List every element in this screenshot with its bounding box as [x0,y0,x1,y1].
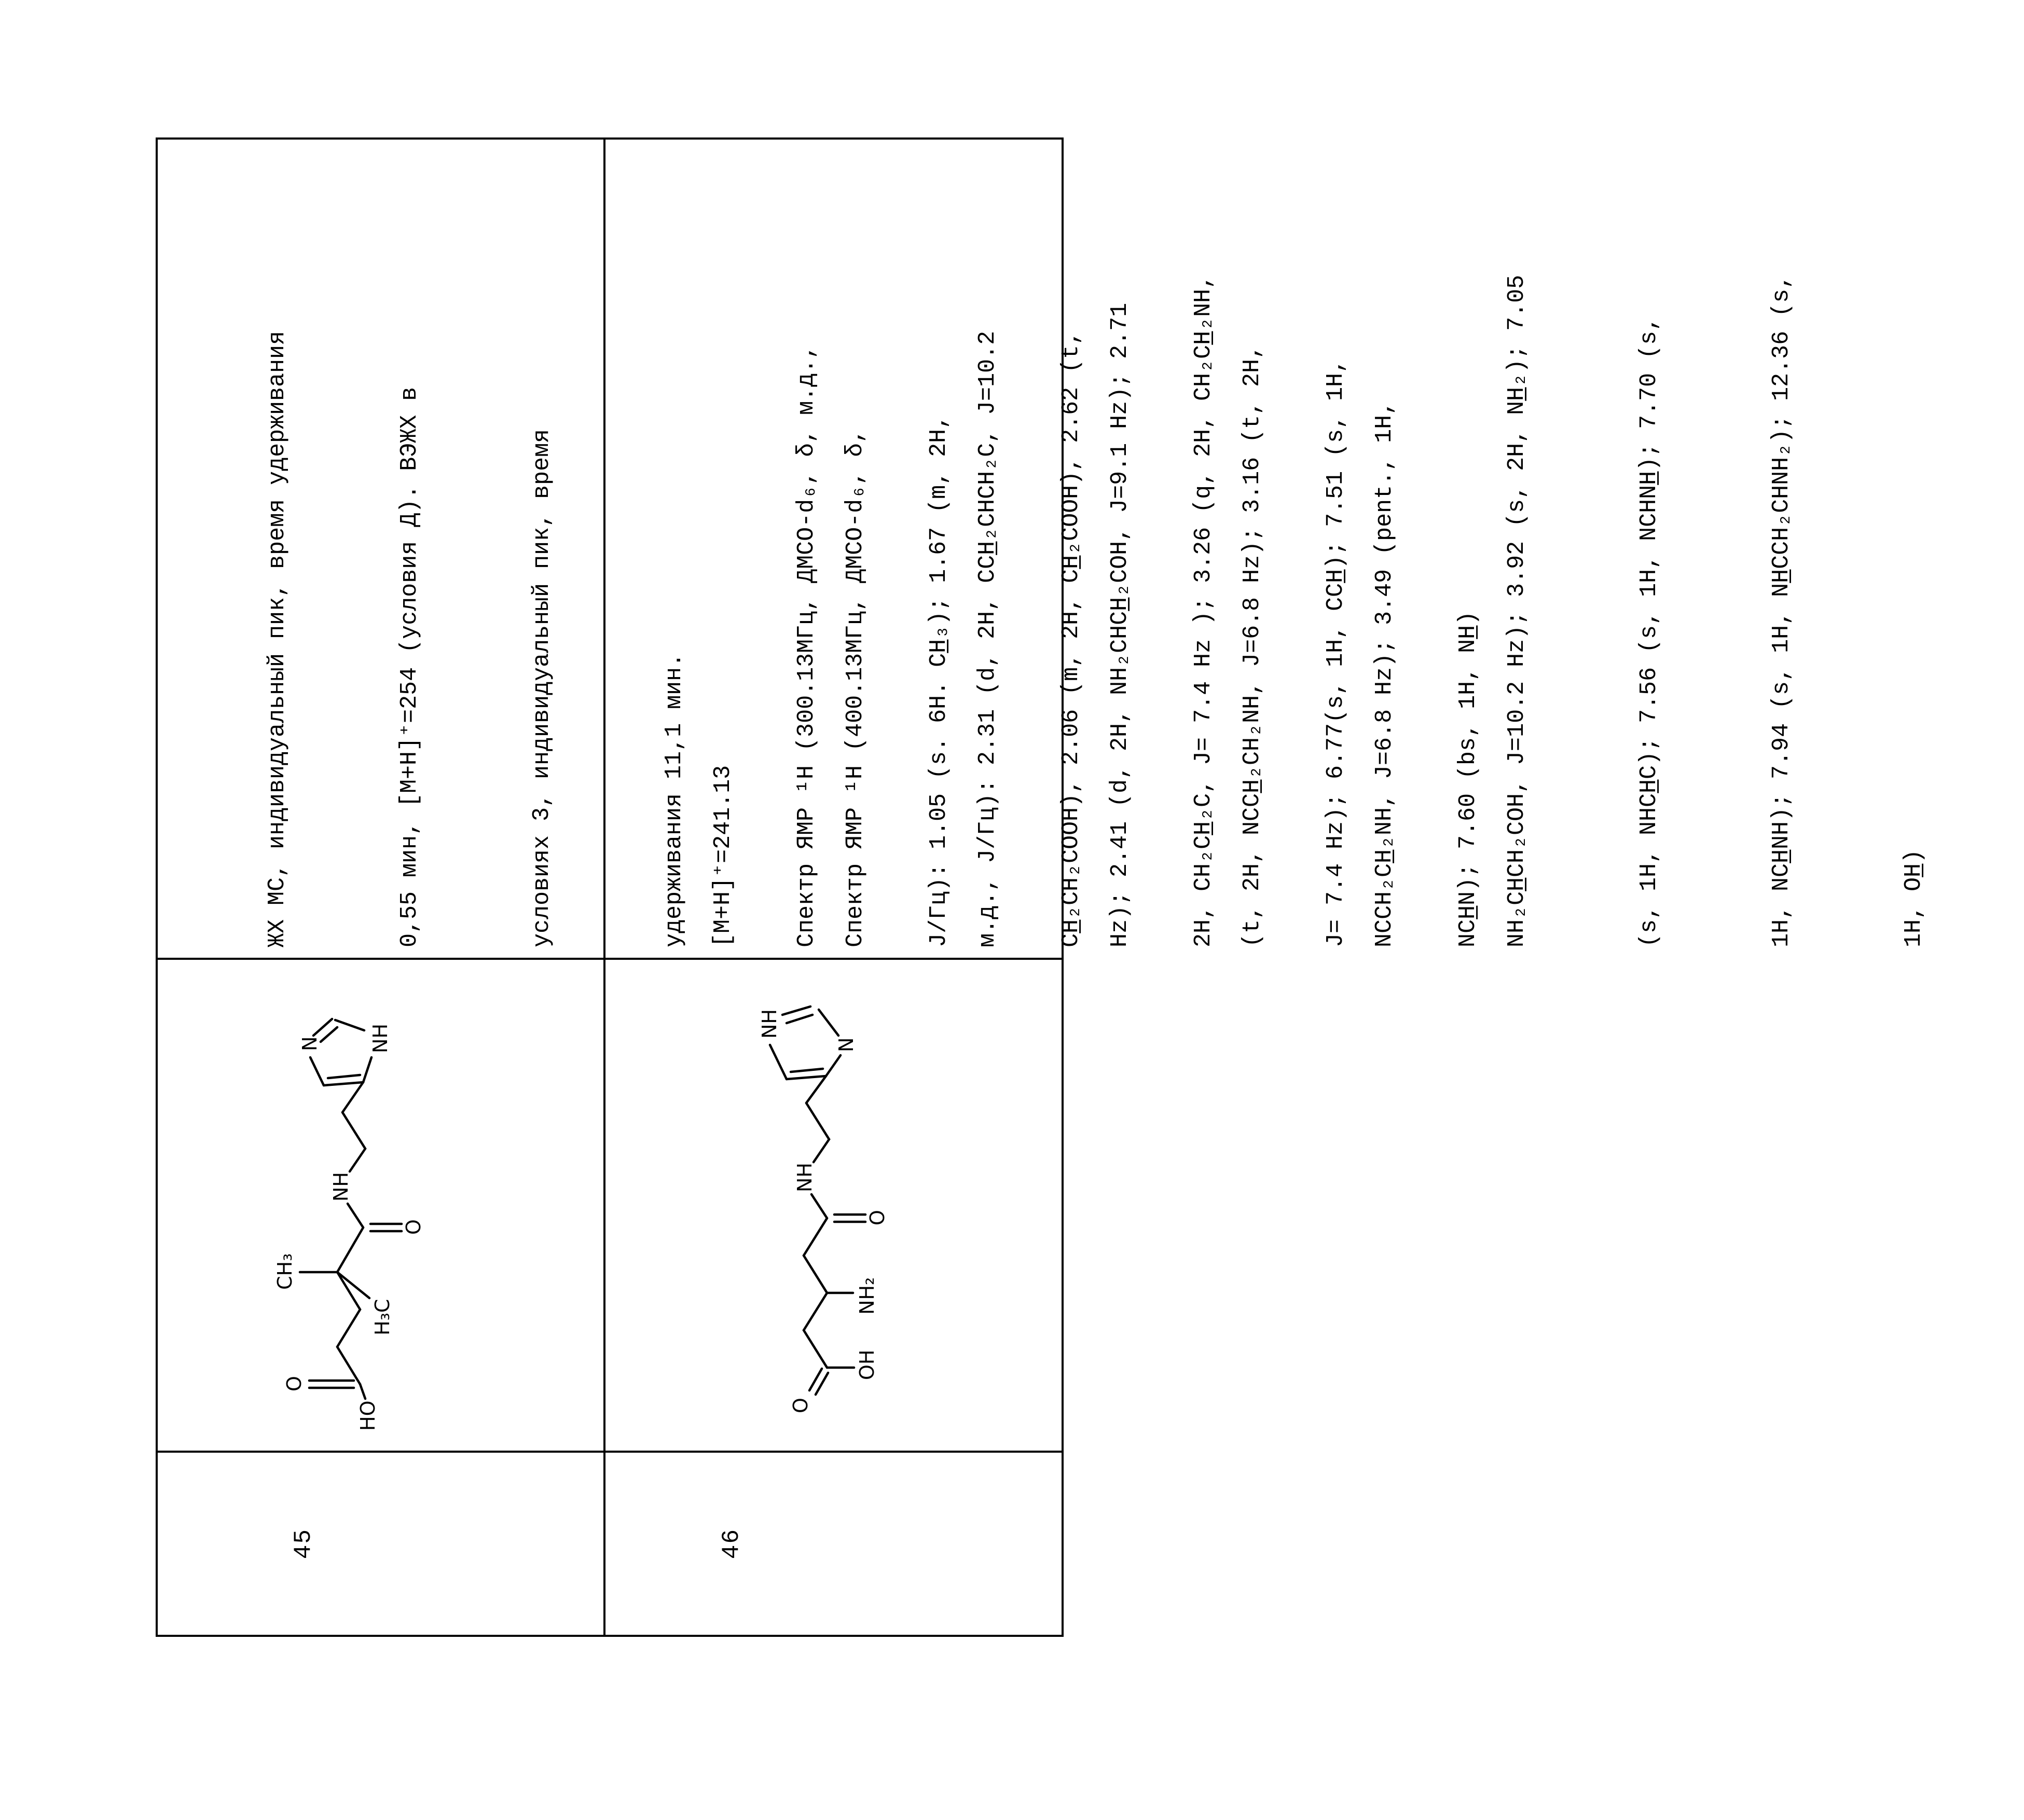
atom-label-nh-amide: NH [329,1172,352,1202]
atom-label-o-acid: O [283,1376,306,1391]
spectral-text-line: 2H, CH₂CH̲₂C, J= 7.4 Hz ); 3.26 (q, 2H, CH₂CH̲₂NH, [1190,274,1217,947]
atom-label-nh2: NH₂ [856,1277,878,1315]
spectral-text-line: 1H, OH̲) [1901,849,1927,947]
atom-label-o-acid: O [789,1398,812,1413]
atom-label-nh-ring: NH [369,1024,392,1053]
spectral-text-46 [613,146,2024,947]
atom-label-ho: HO [356,1400,379,1431]
atom-label-n-ring: N [298,1036,321,1051]
atom-label-ch3: CH₃ [273,1253,296,1290]
structure-46-drawing [697,963,915,1445]
atom-label-o-amide: O [402,1219,425,1235]
structure-cell-45 [236,963,428,1445]
atom-label-oh: OH [856,1349,878,1380]
compound-table [156,137,1927,1637]
spectral-text-line: J/Гц): 1.05 (s. 6H. CH̲₃); 1.67 (m, 2H, [926,415,952,947]
spectral-text-line: ЖХ МС, индивидуальный пик, время удерживания [264,330,291,947]
spectral-text-line: удерживания 11,1 мин. [661,653,687,947]
spectral-text-line: NCCH₂CH̲₂NH, J=6.8 Hz); 3.49 (pent., 1H, [1371,401,1398,947]
structure-cell-46 [697,963,915,1445]
spectral-text-line: условиях 3, индивидуальный пик, время [529,429,555,947]
spectral-text-line: Спектр ЯМР ¹H (400.13МГц, ДМСО-d₆, δ, [842,429,869,947]
column-divider-structure-text [158,958,1062,960]
atom-label-nh-amide: NH [793,1163,816,1192]
spectral-text-line: Hz); 2.41 (d, 2H, NH₂CHCH̲₂COH, J=9.1 Hz); 2.71 [1107,302,1133,947]
spectral-text-line: (s, 1H, NHCH̲C); 7.56 (s, 1H, NCHNH̲); 7.70 (s, [1636,316,1662,947]
spectral-text-line: Спектр ЯМР ¹H (300.13МГц, ДМСО-d₆, δ, м.д., [793,344,820,947]
spectral-text-line: м.д., J/Гц): 2.31 (d, 2H, CCH̲₂CHCH₂C, J=10.2 [974,330,1001,947]
atom-label-nh-ring: NH [758,1009,781,1039]
spectral-text-line: 0,55 мин, [M+H]⁺=254 (условия Д). ВЭЖХ в [396,387,423,947]
compound-number-45: 45 [290,1528,317,1560]
spectral-text-line: 1H, NCH̲NH); 7.94 (s, 1H, NH̲CCH₂CHNH₂); 12.36 (s, [1768,274,1795,947]
spectral-text-line: [M+H]⁺=241.13 [710,765,736,947]
spectral-text-line: NCH̲N); 7.60 (bs, 1H, NH̲) [1455,611,1481,947]
spectral-text-line: CH̲₂CH₂COOH), 2.06 (m, 2H, CH̲₂COOH), 2.62 (t, [1058,330,1084,947]
compound-number-46: 46 [718,1528,745,1560]
spectral-text-line: NH₂CH̲CH₂COH, J=10.2 Hz); 3.92 (s, 2H, NH̲₂); 7.05 [1504,274,1530,947]
atom-label-h3c: H₃C [371,1299,394,1335]
spectral-text-line: (t, 2H, NCCH̲₂CH₂NH, J=6.8 Hz); 3.16 (t, 2H, [1239,344,1265,947]
spectral-text-line: J= 7.4 Hz); 6.77(s, 1H, CCH̲); 7.51 (s, 1H, [1323,359,1349,947]
atom-label-n-ring: N [835,1037,858,1052]
structure-45-drawing [236,963,428,1445]
atom-label-o-amide: O [866,1210,889,1225]
